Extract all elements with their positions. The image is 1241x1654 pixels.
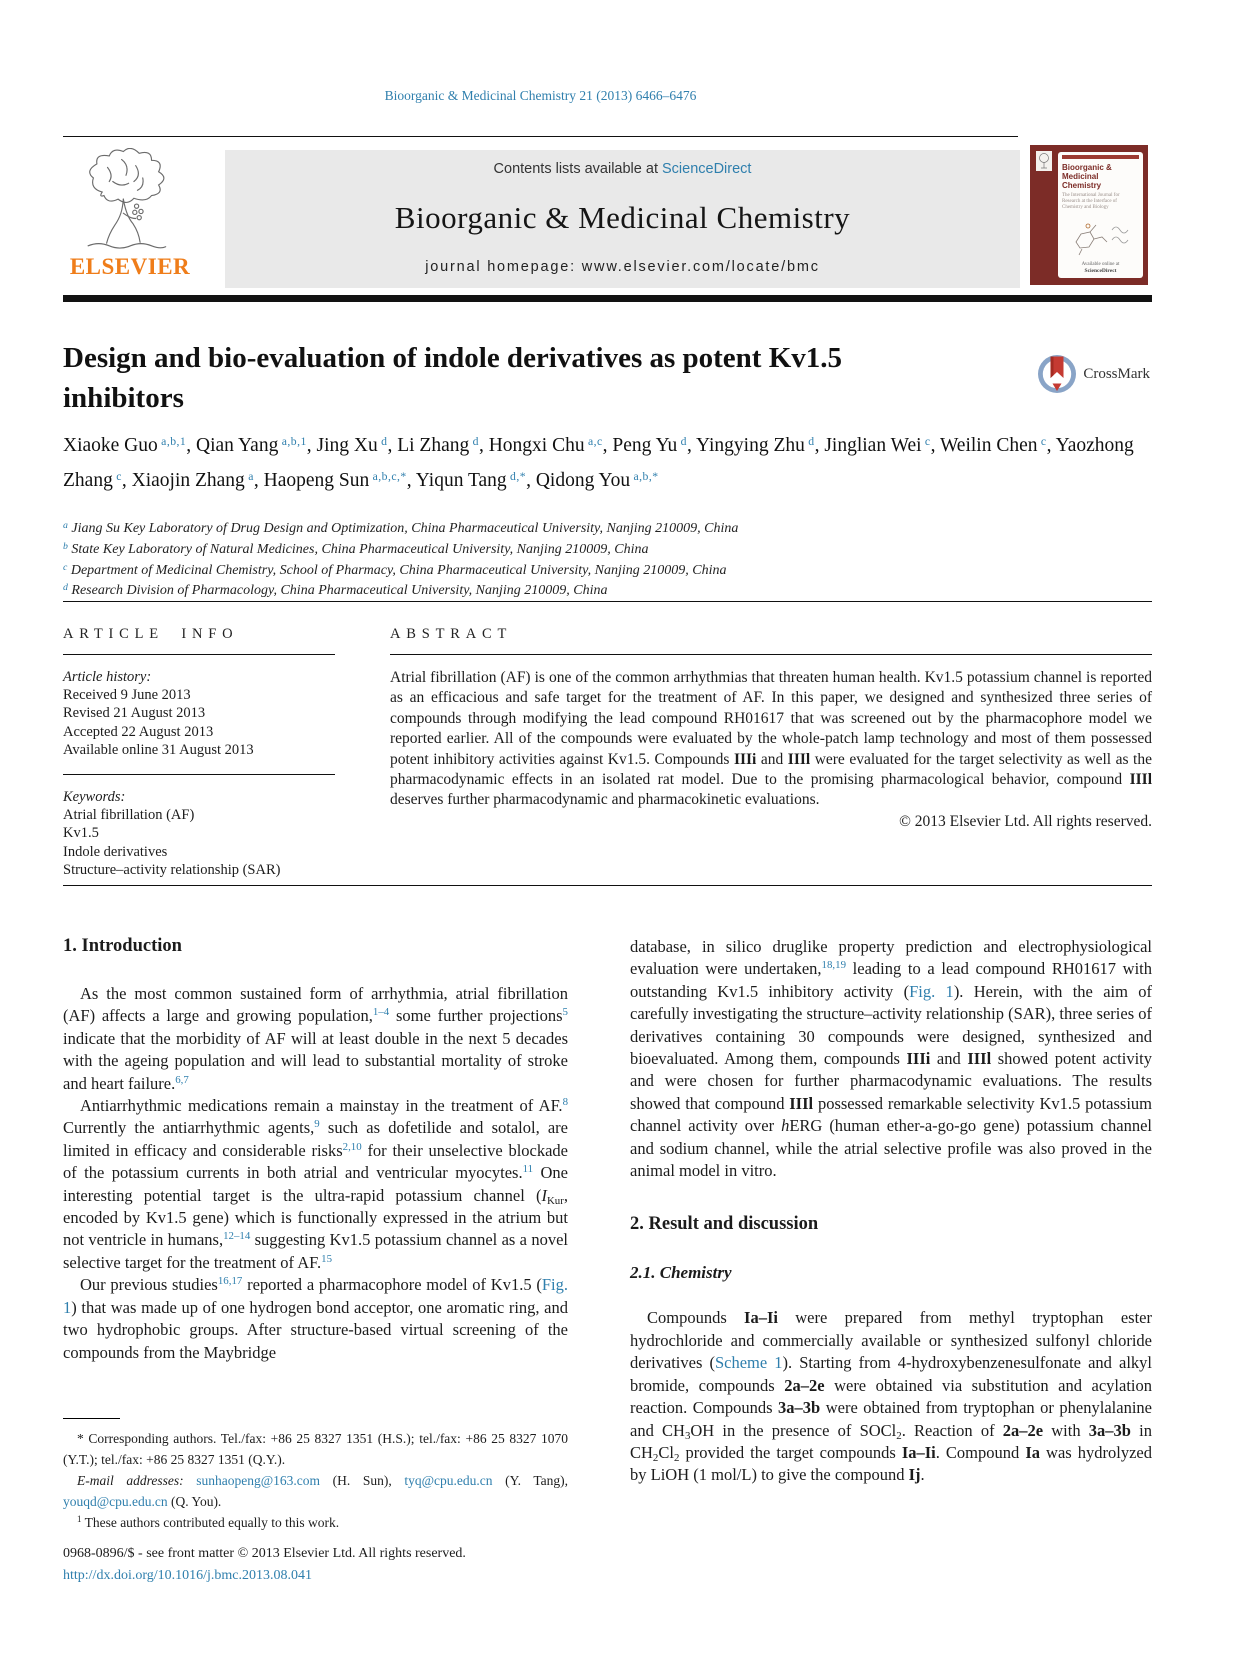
paragraph: As the most common sustained form of arrhythmia, atrial fibrillation (AF) affects a large and growing population,$^{1-4}$ some further projections$^5$ indicate that the morbidity of AF will at least double in the next 5 decades with the ageing population and will lead to substantial mortality of stroke and heart failure.$^{6,7}$ [63,984,568,1093]
history-label: Article history: [63,669,152,685]
result-heading: 2. Result and discussion [630,1214,819,1235]
history-list [63,686,335,759]
author: Jing Xu [316,435,378,456]
body-columns [63,886,1152,1487]
list-item: Structure–activity relationship (SAR) [63,861,281,878]
keywords-label: Keywords: [63,789,126,806]
author: Yiqun Tang [415,469,507,491]
author-superscript: a,b,c,* [369,469,407,483]
author: Li Zhang [397,435,470,456]
article-title: Design and bio-evaluation of indole derivatives as potent Kv1.5 inhibitors [63,342,843,414]
abstract-column [390,602,1152,892]
author-superscript: d [804,435,815,449]
keywords-list [63,806,335,879]
author-superscript: a [244,469,254,483]
paragraph: Compounds Ia–Ii were prepared from methyl tryptophan ester hydrochloride and commercially available or synthesized sulfonyl chloride derivatives (Scheme 1). Starting from 4-hydroxybenzenesulfonate and alkyl bromide, compounds 2a–2e were obtained via substitution and acylation reaction. Compounds 3a–3b were obtained from tryptophan or phenylalanine and CH3OH in the presence of SOCl2. Reaction of 2a–2e with 3a–3b in CH2Cl2 provided the target compounds Ia–Ii. Compound Ia was hydrolyzed by LiOH (1 mol/L) to give the compound Ij. [630,1308,1152,1485]
page-content [63,0,1152,1654]
cover-molecule-art [1062,211,1139,262]
author: Yaozhong Zhang [63,435,1134,491]
crossmark-badge[interactable] [1037,354,1150,394]
list-item: Available online 31 August 2013 [63,741,254,758]
crossmark-label: CrossMark [1083,365,1150,382]
author-superscript: a,c [584,435,603,449]
author-superscript: a,b,* [630,469,659,483]
list-item: Revised 21 August 2013 [63,705,206,722]
author: Qian Yang [195,435,279,456]
author-superscript: d,* [506,469,527,483]
affiliation: $^a$ Jiang Su Key Laboratory of Drug Design and Optimization, China Pharmaceutical University, Nanjing 210009, China [63,520,739,536]
author: Qidong You [535,469,631,491]
list-item: Indole derivatives [63,843,168,860]
list-item: Kv1.5 [63,825,99,842]
cover-footer [1062,262,1139,275]
affiliation: $^c$ Department of Medicinal Chemistry, School of Pharmacy, China Pharmaceutical University, Nanjing 210009, China [63,561,727,578]
author-superscript: c [1037,435,1047,449]
header-top-rule [63,136,1018,137]
author: Haopeng Sun [263,469,370,491]
footnote-corresponding: * Corresponding authors. Tel./fax: +86 25 8327 1351 (H.S.); tel./fax: +86 25 8327 1070 (Y.T.); tel./fax: +86 25 8327 1351 (Q.Y.). [63,1431,568,1467]
author-superscript: a,b,1 [278,435,307,449]
sciencedirect-link[interactable]: ScienceDirect [662,161,752,177]
cover-title: Bioorganic & Medicinal Chemistry [1062,163,1112,190]
elsevier-wordmark: ELSEVIER [69,254,191,279]
author-superscript: c [112,469,122,483]
front-matter [63,338,1152,602]
contents-line [494,161,752,177]
header-divider-bar [63,295,1152,302]
contents-prefix: Contents lists available at [493,161,662,177]
author: Peng Yu [612,435,678,456]
author-superscript: d [677,435,687,449]
bottom-matter [63,1543,466,1587]
column-gutter [335,602,390,892]
list-item: Received 9 June 2013 [63,687,191,704]
author: Xiaoke Guo [63,435,158,456]
journal-header-box [225,150,1020,288]
abstract-text: Atrial fibrillation (AF) is one of the common arrhythmias that threaten human health. Kv1.5 potassium channel is reported as an efficacious and safe target for the treatment of AF. In this paper, we designed and synthesized three series of compounds through modifying the lead compound RH01617 that was screened out by the pharmacophore model we reported earlier. All of the compounds were evaluated by the whole-patch lamp technology and most of them possessed potent inhibitory activities against Kv1.5. Compounds IIIi and IIIl were evaluated for the target selectivity as well as the pharmacodynamic effects in an isolated rat model. Due to the promising pharmacological behavior, compound IIIl deserves further pharmacodynamic and pharmacokinetic evaluations. [390,669,1152,809]
cover-footer-brand: ScienceDirect [1084,268,1117,274]
affiliation: $^d$ Research Division of Pharmacology, China Pharmaceutical University, Nanjing 210009, China [63,582,608,599]
list-item: Atrial fibrillation (AF) [63,807,195,824]
cover-elsevier-chip [1036,151,1052,171]
info-abstract-block [63,601,1152,886]
list-item: Accepted 22 August 2013 [63,723,214,740]
author: Hongxi Chu [488,435,585,456]
author-superscript: c [921,435,931,449]
cover-footer-line: Available online at [1081,262,1120,267]
issn-line: 0968-0896/$ - see front matter © 2013 Elsevier Ltd. All rights reserved. [63,1546,466,1561]
paragraph: Antiarrhythmic medications remain a mainstay in the treatment of AF.$^8$ Currently the antiarrhythmic agents,$^9$ such as dofetilide and sotalol, are limited in efficacy and considerable risks$^{2,10}$ for their unselective blockade of the potassium currents in both atrial and ventricular myocytes.$^{11}$ One interesting potential target is the ultra-rapid potassium channel (IKur, encoded by Kv1.5 gene) which is functionally expressed in the atrium but not ventricle in humans,$^{12-14}$ suggesting Kv1.5 potassium channel as a novel selective target for the treatment of AF.$^{15}$ [63,1096,569,1272]
journal-cover-thumbnail[interactable] [1030,145,1148,285]
doi-link[interactable]: http://dx.doi.org/10.1016/j.bmc.2013.08.041 [63,1568,313,1583]
affiliation: $^b$ State Key Laboratory of Natural Medicines, China Pharmaceutical University, Nanjing 210009, China [63,540,649,557]
authors-line: Xiaoke Guo $^{a,b,1}$, Qian Yang $^{a,b,1}$, Jing Xu $^d$, Li Zhang $^d$, Hongxi Chu $^{a,c}$, Peng Yu $^d$, Yingying Zhu $^d$, Jinglian Wei $^c$, Weilin Chen $^c$, Yaozhong Zhang $^c$, Xiaojin Zhang $^a$, Haopeng Sun $^{a,b,c,*}$, Yiqun Tang $^{d,*}$, Qidong You $^{a,b,*}$ [63,435,1134,491]
author: Weilin Chen [939,435,1038,456]
footnotes [63,1418,568,1533]
affiliations [63,519,1152,602]
journal-title: Bioorganic & Medicinal Chemistry [394,200,851,235]
journal-homepage-link[interactable]: journal homepage: www.elsevier.com/locate/bmc [425,259,820,275]
body-left-column [63,936,568,1487]
keywords-section [63,775,335,892]
chemistry-heading: 2.1. Chemistry [630,1263,732,1283]
author: Yingying Zhu [695,435,805,456]
abstract-copyright: © 2013 Elsevier Ltd. All rights reserved. [899,812,1152,830]
paragraph: Our previous studies$^{16,17}$ reported a pharmacophore model of Kv1.5 (Fig. 1) that was made up of one hydrogen bond acceptor, one aromatic ring, and two hydrophobic groups. After structure-based virtual screening of the compounds from the Maybridge [63,1275,568,1362]
article-info-header: ARTICLE INFO [63,602,335,655]
elsevier-logo [65,148,195,280]
elsevier-tree-icon [65,148,187,252]
footnote-equal-contribution: $^1$ These authors contributed equally to this work. [77,1514,340,1530]
abstract-header: ABSTRACT [390,602,1152,655]
journal-citation[interactable]: Bioorganic & Medicinal Chemistry 21 (2013) 6466–6476 [384,88,697,103]
author-superscript: a,b,1 [157,435,187,449]
article-history-section [63,655,335,775]
cover-panel [1058,152,1143,278]
crossmark-icon [1037,354,1077,394]
article-info-column [63,602,335,892]
author: Xiaojin Zhang [131,469,245,491]
cover-red-bar [1062,155,1139,159]
author-superscript: d [469,435,479,449]
author: Jinglian Wei [824,435,922,456]
intro-heading: 1. Introduction [63,936,182,956]
footnote-emails: E-mail addresses: sunhaopeng@163.com (H. Sun), tyq@cpu.edu.cn (Y. Tang), youqd@cpu.edu.cn (Q. You). [63,1473,568,1509]
paragraph: database, in silico druglike property prediction and electrophysiological evaluation were undertaken,$^{18,19}$ leading to a lead compound RH01617 with outstanding Kv1.5 inhibitory activity (Fig. 1). Herein, with the aim of carefully investigating the structure–activity relationship (SAR), three series of derivatives containing 30 compounds were designed, synthesized and bioevaluated. Among them, compounds IIIi and IIIl showed potent activity and were chosen for further pharmacodynamic evaluations. The results showed that compound IIIl possessed remarkable selectivity Kv1.5 potassium channel activity over hERG (human ether-a-go-go gene) potassium channel and sodium channel, while the atrial selective profile was also proved in the animal model in vitro. [630,937,1153,1181]
cover-subtitle: The International Journal for Research at the Interface of Chemistry and Biology [1062,193,1120,210]
body-right-column [630,936,1152,1487]
author-superscript: d [377,435,388,449]
